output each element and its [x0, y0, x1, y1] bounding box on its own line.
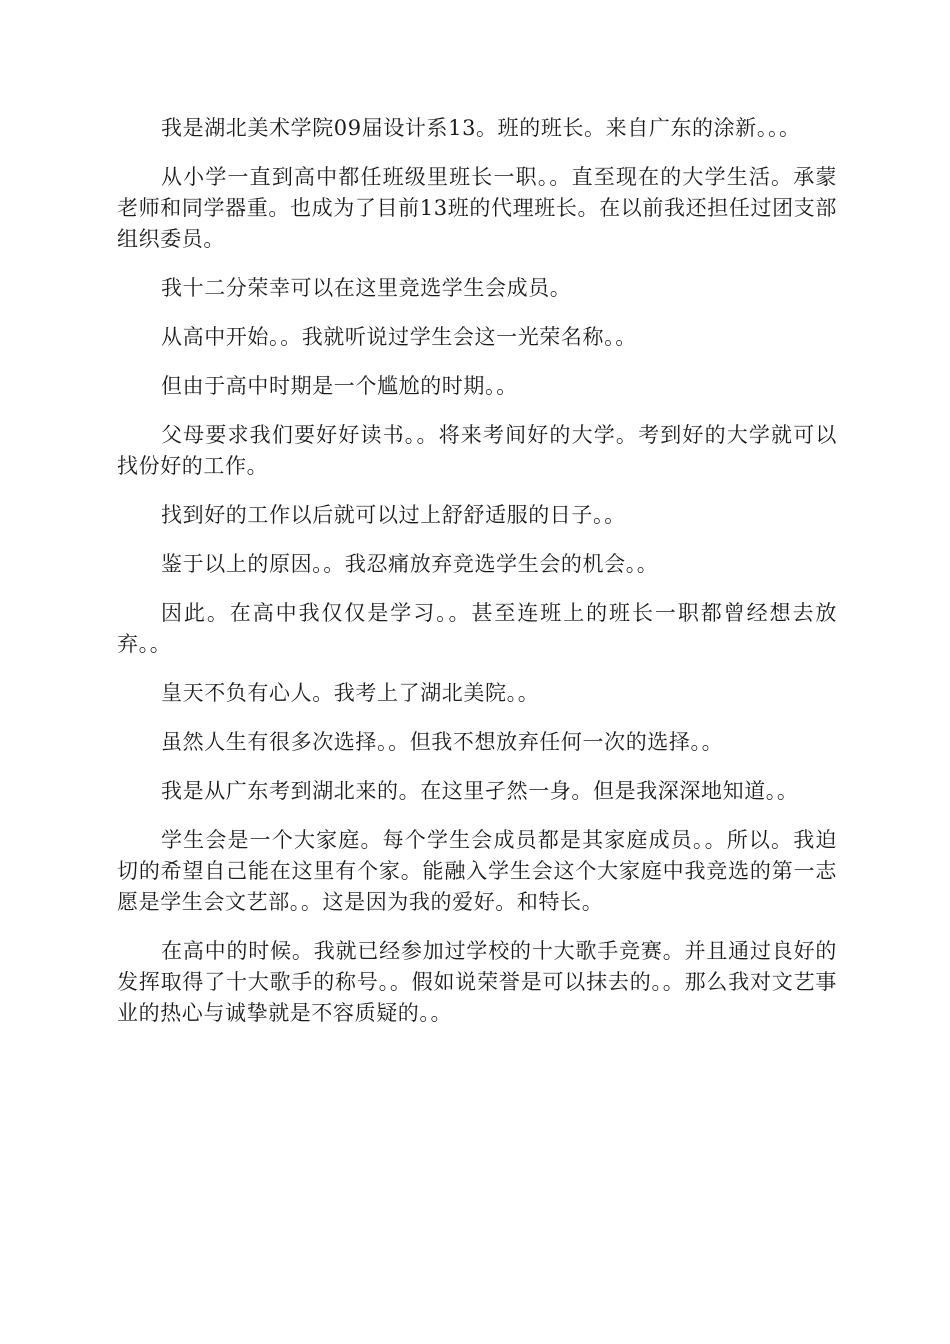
paragraph-3: 我十二分荣幸可以在这里竞选学生会成员。 — [161, 276, 572, 300]
paragraph-1: 我是湖北美术学院09届设计系13。班的班长。来自广东的涂新。。。 — [161, 116, 801, 140]
document-body — [117, 113, 837, 1047]
paragraph-8: 鉴于以上的原因。。我忍痛放弃竞选学生会的机会。。 — [161, 552, 659, 576]
paragraph-13: 学生会是一个大家庭。每个学生会成员都是其家庭成员。。所以。我迫切的希望自己能在这里有个家。能融入学生会这个大家庭中我竞选的第一志愿是学生会文艺部。。这是因为我的爱好。和特长。 — [117, 828, 837, 914]
paragraph-10: 皇天不负有心人。我考上了湖北美院。。 — [161, 681, 540, 705]
paragraph-14: 在高中的时候。我就已经参加过学校的十大歌手竞赛。并且通过良好的发挥取得了十大歌手的称号。。假如说荣誉是可以抹去的。。那么我对文艺事业的热心与诚挚就是不容质疑的。。 — [117, 939, 837, 1025]
paragraph-4: 从高中开始。。我就听说过学生会这一光荣名称。。 — [161, 325, 637, 349]
paragraph-6: 父母要求我们要好好读书。。将来考间好的大学。考到好的大学就可以找份好的工作。 — [117, 423, 837, 478]
paragraph-11: 虽然人生有很多次选择。。但我不想放弃任何一次的选择。。 — [161, 730, 724, 754]
paragraph-2: 从小学一直到高中都任班级里班长一职。。直至现在的大学生活。承蒙老师和同学器重。也成为了目前13班的代理班长。在以前我还担任过团支部组织委员。 — [117, 165, 837, 251]
paragraph-5: 但由于高中时期是一个尴尬的时期。。 — [161, 374, 518, 398]
paragraph-12: 我是从广东考到湖北来的。在这里孑然一身。但是我深深地知道。。 — [161, 779, 799, 803]
paragraph-7: 找到好的工作以后就可以过上舒舒适服的日子。。 — [161, 503, 626, 527]
paragraph-9: 因此。在高中我仅仅是学习。。甚至连班上的班长一职都曾经想去放弃。。 — [117, 601, 837, 656]
